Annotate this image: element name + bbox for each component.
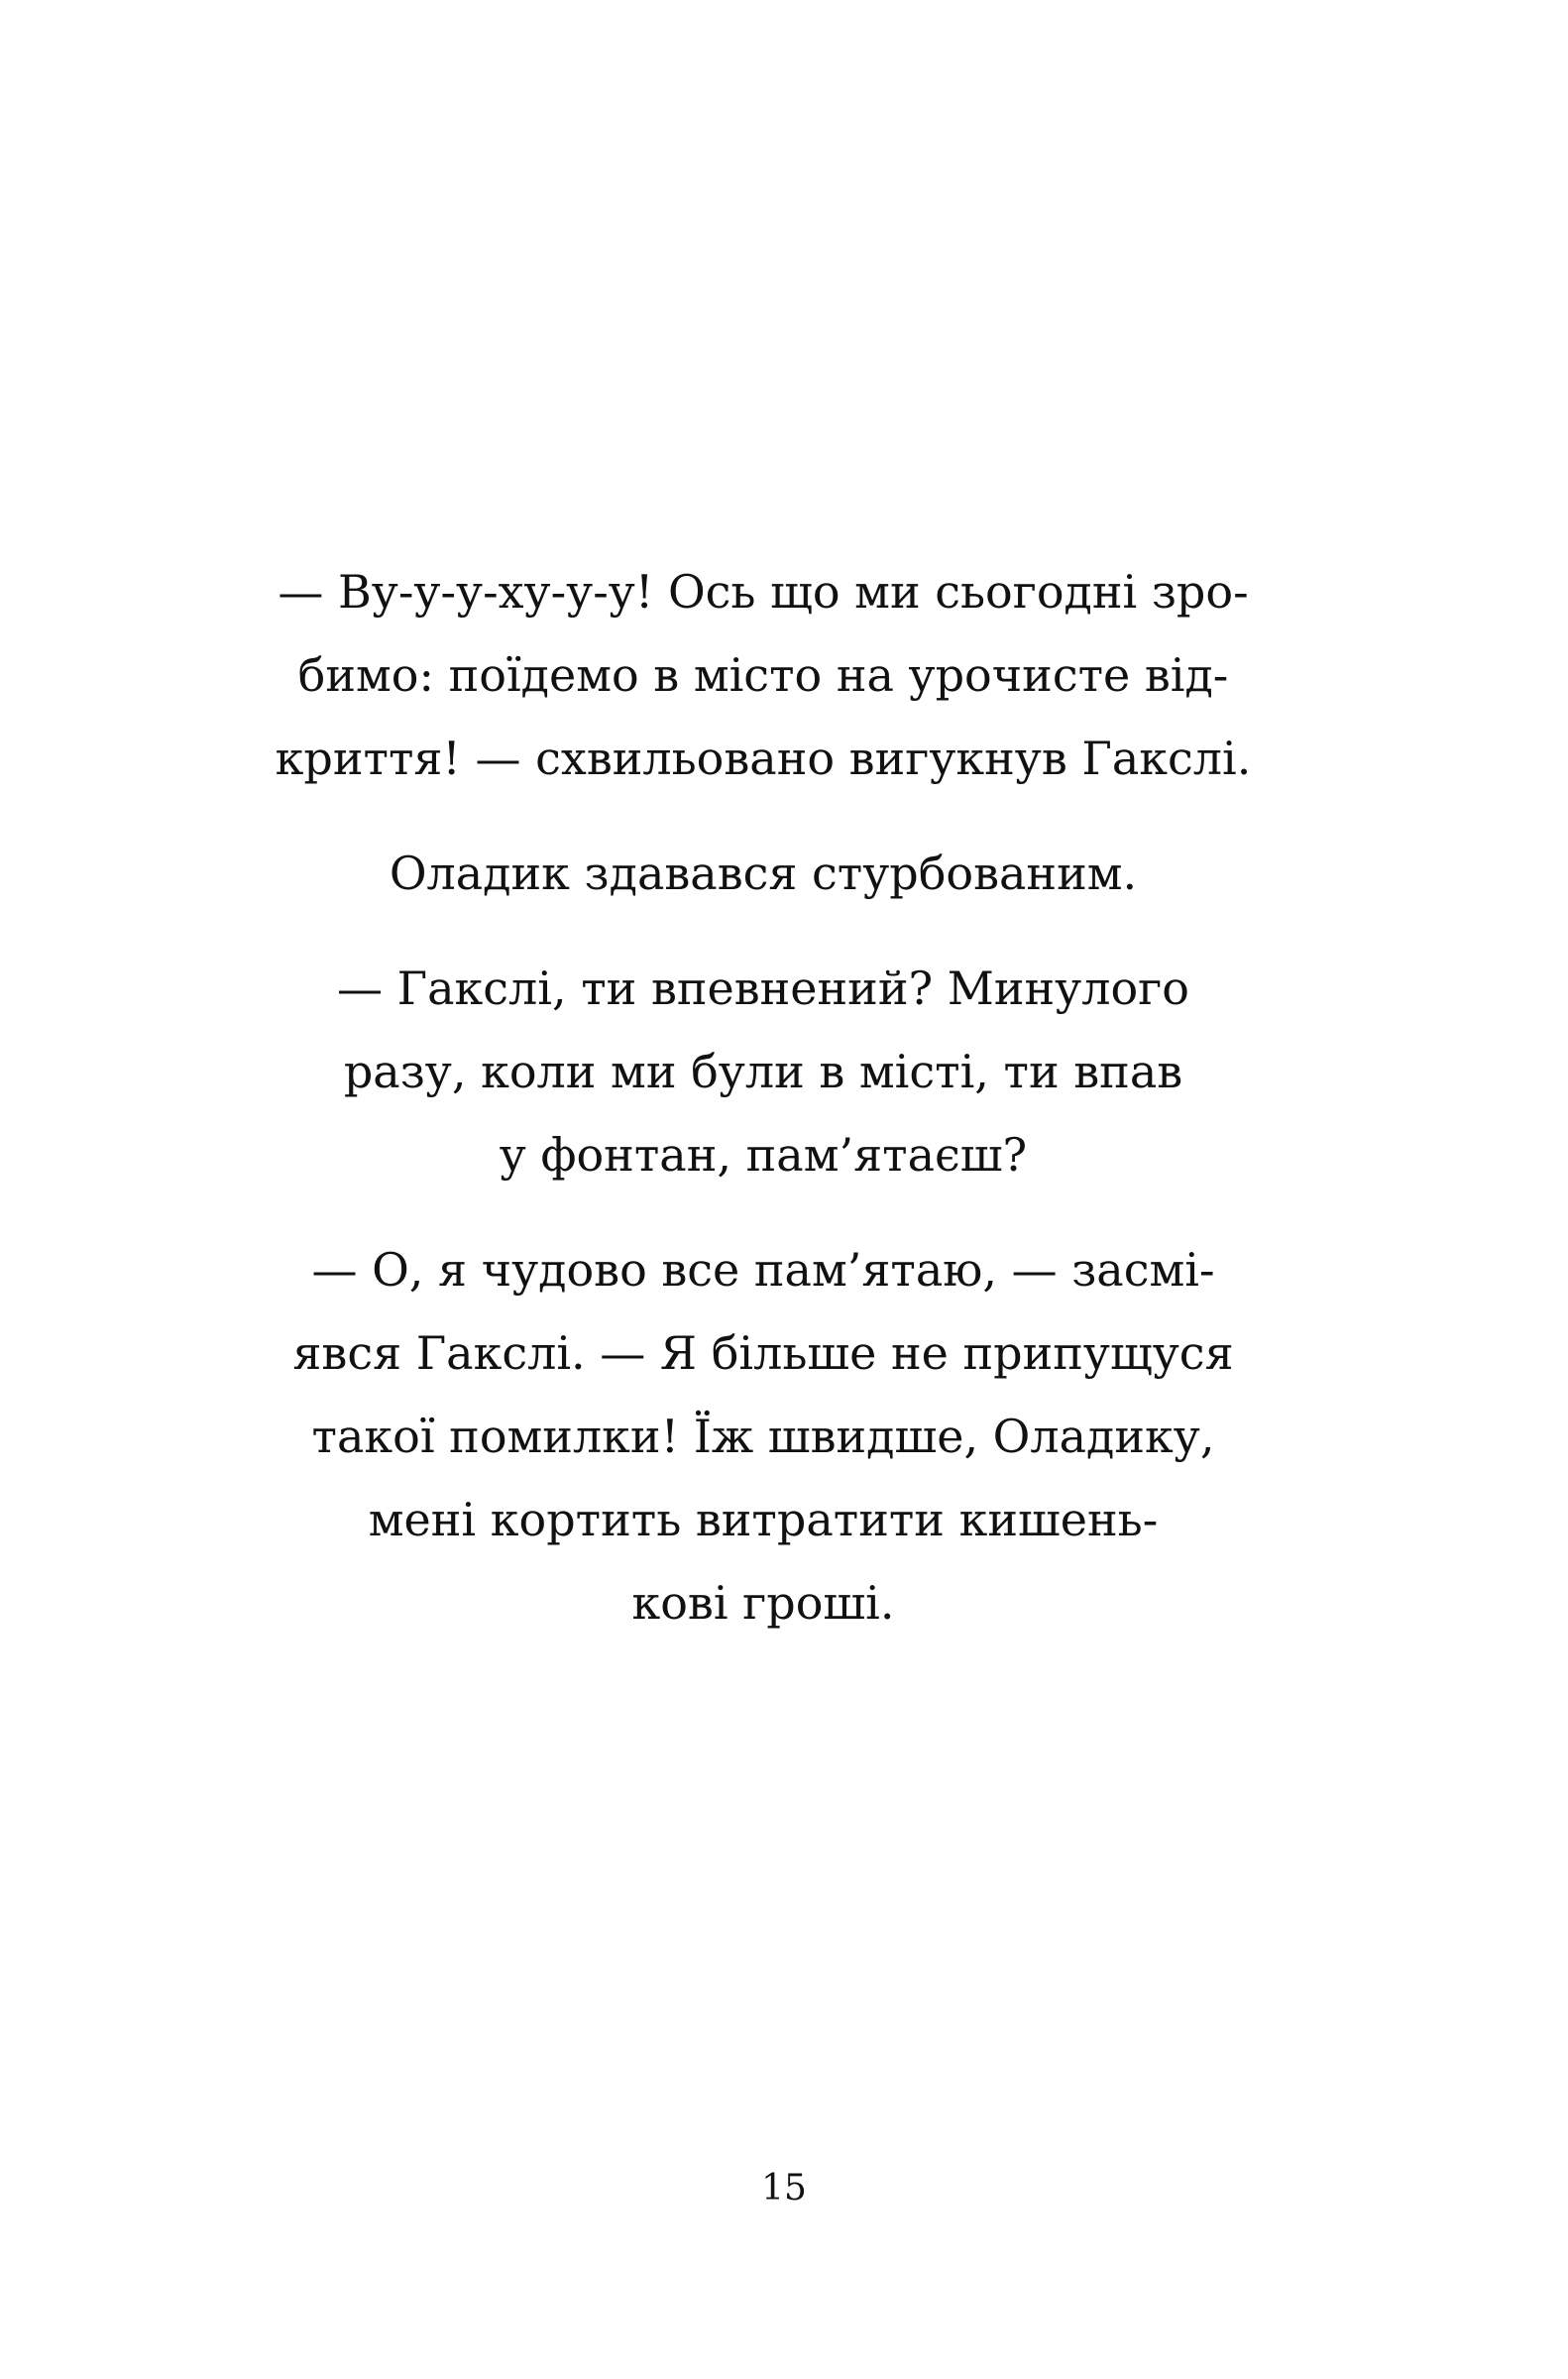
text-line: бимо: поїдемо в місто на урочисте від- [297,648,1229,702]
text-line: Оладик здавався стурбованим. [389,847,1138,900]
text-line: криття! — схвильовано вигукнув Гакслі. [275,732,1252,785]
text-line: явся Гакслі. — Я більше не припущуся [292,1326,1234,1380]
paragraph-2 [238,832,1288,915]
paragraph-1 [238,550,1288,800]
text-line: такої помилки! Їж швидше, Оладику, [311,1410,1215,1463]
text-line: — Ву-у-у-ху-у-у! Ось що ми сьогодні зро- [278,565,1249,619]
paragraph-4 [238,1228,1288,1644]
body-text [238,550,1288,1644]
paragraph-3 [238,947,1288,1196]
text-line: — Гакслі, ти впевнений? Минулого [337,962,1189,1015]
text-line: — О, я чудово все пам’ятаю, — засмі- [311,1243,1215,1297]
text-line: кові гроші. [631,1576,895,1630]
text-line: у фонтан, пам’ятаєш? [499,1128,1028,1182]
text-line: разу, коли ми були в місті, ти впав [343,1045,1183,1098]
text-line: мені кортить витратити кишень- [368,1493,1159,1546]
page-number: 15 [761,2168,807,2209]
